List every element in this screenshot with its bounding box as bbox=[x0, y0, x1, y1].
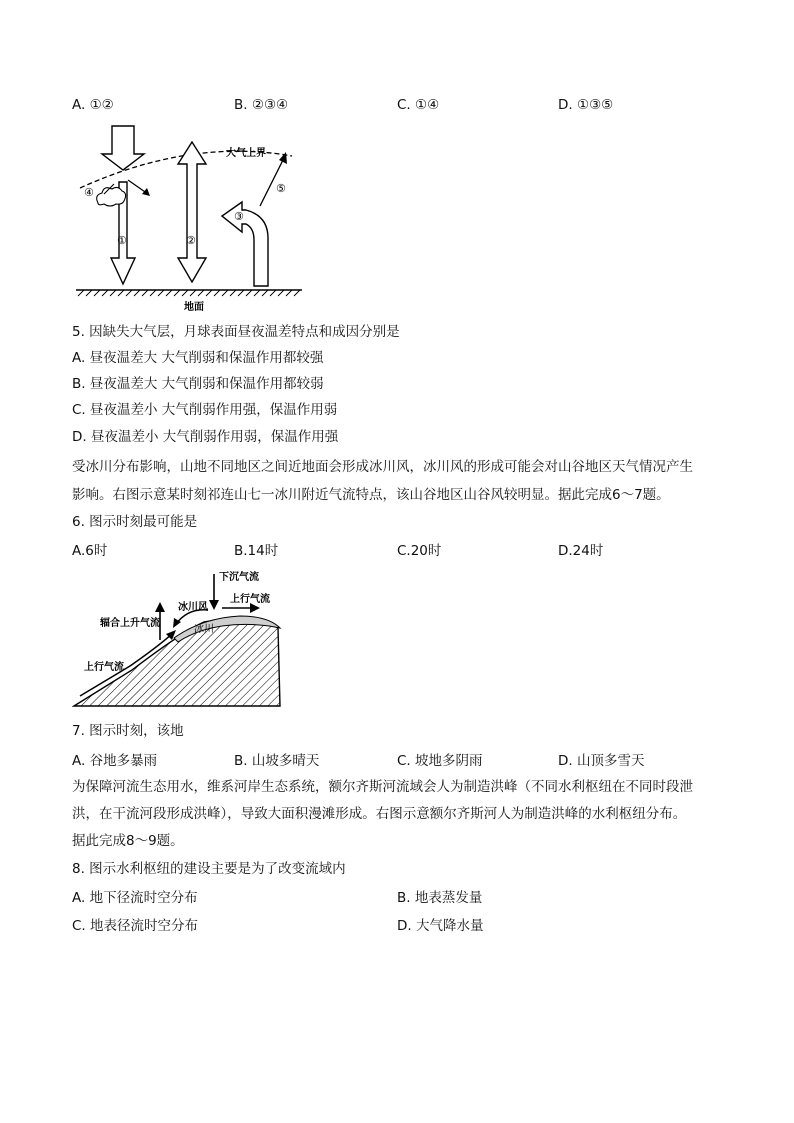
q6-option-c: C.20时 bbox=[397, 543, 442, 559]
marker-1: ① bbox=[117, 234, 127, 247]
glacier-wind-figure bbox=[72, 562, 286, 712]
q6-option-a: A.6时 bbox=[72, 543, 108, 559]
q4-option-b: B. ②③④ bbox=[234, 97, 289, 113]
q7-stem: 7. 图示时刻，该地 bbox=[72, 723, 184, 739]
q6-option-d: D.24时 bbox=[558, 543, 604, 559]
q6-stem: 6. 图示时刻最可能是 bbox=[72, 514, 198, 530]
label-glacier: 冰川 bbox=[194, 624, 214, 635]
q5-option-c: C. 昼夜温差小 大气削弱作用强，保温作用弱 bbox=[72, 402, 338, 418]
marker-4: ④ bbox=[84, 186, 94, 199]
marker-3: ③ bbox=[234, 210, 244, 223]
q8-option-c: C. 地表径流时空分布 bbox=[72, 918, 199, 934]
label-glacier-wind: 冰川风 bbox=[178, 602, 208, 613]
q8-option-a: A. 地下径流时空分布 bbox=[72, 890, 198, 906]
q4-option-a: A. ①② bbox=[72, 97, 114, 113]
marker-2: ② bbox=[186, 234, 196, 247]
label-upslope-left: 上行气流 bbox=[84, 662, 124, 673]
label-upslope-right: 上行气流 bbox=[230, 594, 270, 605]
q5-option-d: D. 昼夜温差小 大气削弱作用弱，保温作用强 bbox=[72, 429, 339, 445]
ground-label: 地面 bbox=[184, 302, 204, 313]
atmosphere-top-label: 大气上界 bbox=[226, 148, 266, 159]
q7-option-a: A. 谷地多暴雨 bbox=[72, 753, 158, 769]
q4-option-d: D. ①③⑤ bbox=[558, 97, 614, 113]
material-8-9-line-3: 据此完成8～9题。 bbox=[72, 833, 184, 849]
material-8-9-line-1: 为保障河流生态用水，维系河岸生态系统，额尔齐斯河流域会人为制造洪峰（不同水利枢纽在不同时段泄 bbox=[72, 779, 693, 795]
q6-option-b: B.14时 bbox=[234, 543, 279, 559]
atmosphere-heating-figure bbox=[70, 118, 320, 318]
q8-stem: 8. 图示水利枢纽的建设主要是为了改变流域内 bbox=[72, 861, 346, 877]
q5-option-a: A. 昼夜温差大 大气削弱和保温作用都较强 bbox=[72, 350, 324, 366]
q4-option-c: C. ①④ bbox=[397, 97, 440, 113]
q7-option-d: D. 山顶多雪天 bbox=[558, 753, 645, 769]
marker-5: ⑤ bbox=[276, 182, 286, 195]
q5-option-b: B. 昼夜温差大 大气削弱和保温作用都较弱 bbox=[72, 376, 324, 392]
material-6-7-line-1: 受冰川分布影响，山地不同地区之间近地面会形成冰川风，冰川风的形成可能会对山谷地区天气情况产生 bbox=[72, 459, 693, 475]
q5-stem: 5. 因缺失大气层，月球表面昼夜温差特点和成因分别是 bbox=[72, 324, 400, 340]
q8-option-b: B. 地表蒸发量 bbox=[397, 890, 483, 906]
q7-option-b: B. 山坡多晴天 bbox=[234, 753, 320, 769]
material-6-7-line-2: 影响。右图示意某时刻祁连山七一冰川附近气流特点，该山谷地区山谷风较明显。据此完成6～7题。 bbox=[72, 487, 670, 503]
q8-option-d: D. 大气降水量 bbox=[397, 918, 484, 934]
q7-option-c: C. 坡地多阴雨 bbox=[397, 753, 483, 769]
material-8-9-line-2: 洪，在干流河段形成洪峰），导致大面积漫滩形成。右图示意额尔齐斯河人为制造洪峰的水利枢纽分布。 bbox=[72, 806, 687, 822]
label-subsiding-air: 下沉气流 bbox=[219, 572, 259, 583]
label-converging-rising: 辐合上升气流 bbox=[100, 618, 160, 629]
